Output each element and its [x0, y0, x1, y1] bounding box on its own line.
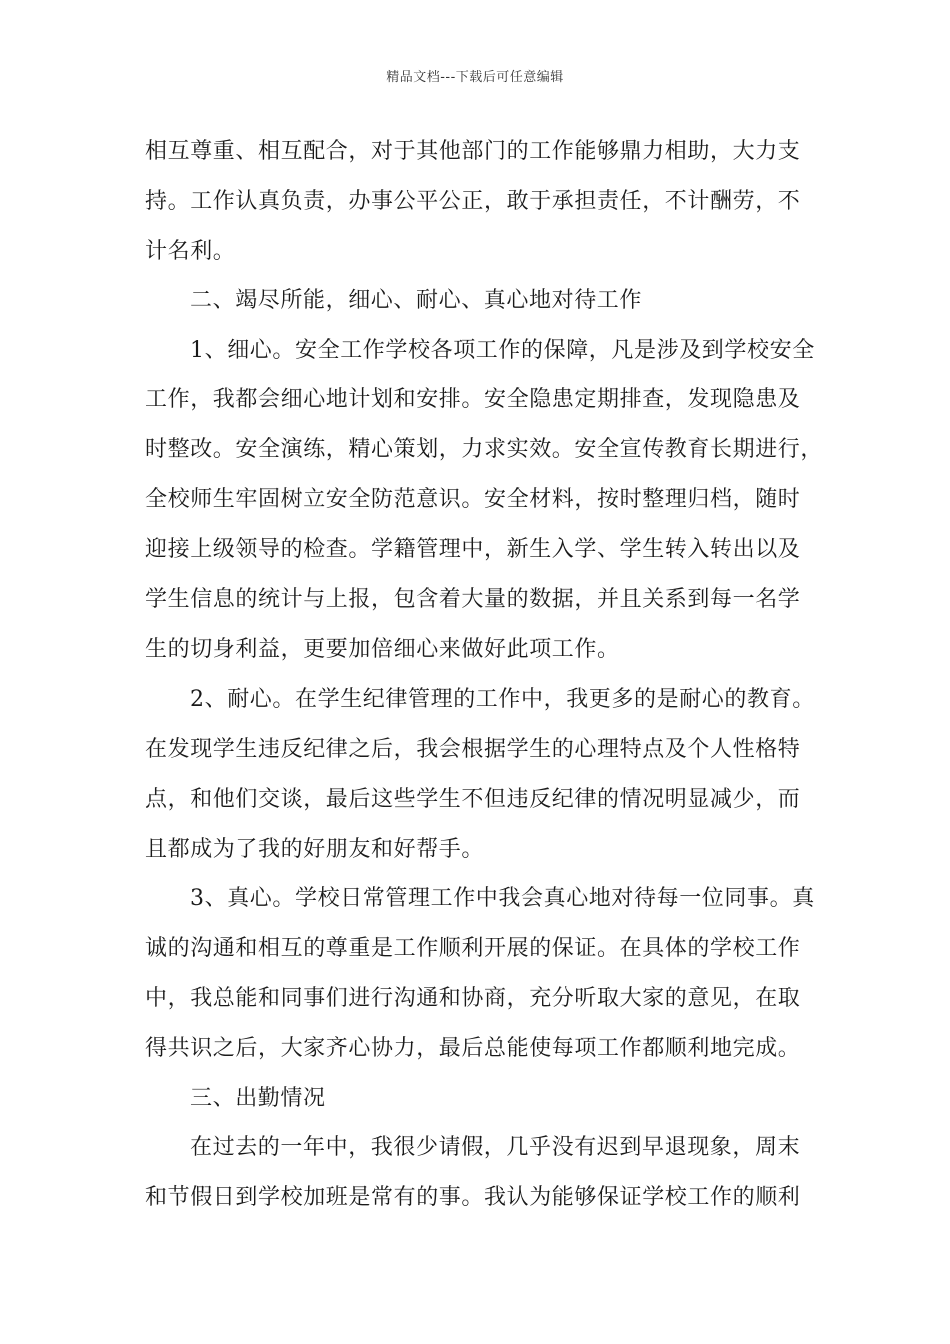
paragraph-line: 得共识之后，大家齐心协力，最后总能使每项工作都顺利地完成。 [145, 1036, 801, 1061]
paragraph-line: 生的切身利益，更要加倍细心来做好此项工作。 [145, 637, 620, 662]
section-heading: 三、出勤情况 [190, 1086, 326, 1111]
section-heading: 二、竭尽所能，细心、耐心、真心地对待工作 [190, 288, 643, 313]
page-header: 精品文档---下载后可任意编辑 [386, 70, 564, 85]
paragraph-line: 计名利。 [145, 239, 236, 264]
paragraph-line: 1、细心。安全工作学校各项工作的保障，凡是涉及到学校安全 [190, 338, 815, 363]
paragraph-line: 在发现学生违反纪律之后，我会根据学生的心理特点及个人性格特 [145, 737, 801, 762]
paragraph-line: 2、耐心。在学生纪律管理的工作中，我更多的是耐心的教育。 [190, 687, 815, 712]
paragraph-line: 在过去的一年中，我很少请假，几乎没有迟到早退现象，周末 [190, 1135, 801, 1160]
paragraph-line: 点，和他们交谈，最后这些学生不但违反纪律的情况明显减少，而 [145, 787, 801, 812]
paragraph-line: 时整改。安全演练，精心策划，力求实效。安全宣传教育长期进行， [145, 437, 824, 462]
paragraph-line: 诚的沟通和相互的尊重是工作顺利开展的保证。在具体的学校工作 [145, 936, 801, 961]
paragraph-line: 和节假日到学校加班是常有的事。我认为能够保证学校工作的顺利 [145, 1185, 801, 1210]
paragraph-line: 工作，我都会细心地计划和安排。安全隐患定期排查，发现隐患及 [145, 387, 801, 412]
paragraph-line: 中，我总能和同事们进行沟通和协商，充分听取大家的意见，在取 [145, 986, 801, 1011]
paragraph-line: 持。工作认真负责，办事公平公正，敢于承担责任，不计酬劳，不 [145, 189, 801, 214]
paragraph-line: 迎接上级领导的检查。学籍管理中，新生入学、学生转入转出以及 [145, 537, 801, 562]
paragraph-line: 相互尊重、相互配合，对于其他部门的工作能够鼎力相助，大力支 [145, 139, 801, 164]
paragraph-line: 且都成为了我的好朋友和好帮手。 [145, 837, 485, 862]
paragraph-line: 全校师生牢固树立安全防范意识。安全材料，按时整理归档，随时 [145, 487, 801, 512]
paragraph-line: 3、真心。学校日常管理工作中我会真心地对待每一位同事。真 [190, 886, 815, 911]
paragraph-line: 学生信息的统计与上报，包含着大量的数据，并且关系到每一名学 [145, 587, 801, 612]
